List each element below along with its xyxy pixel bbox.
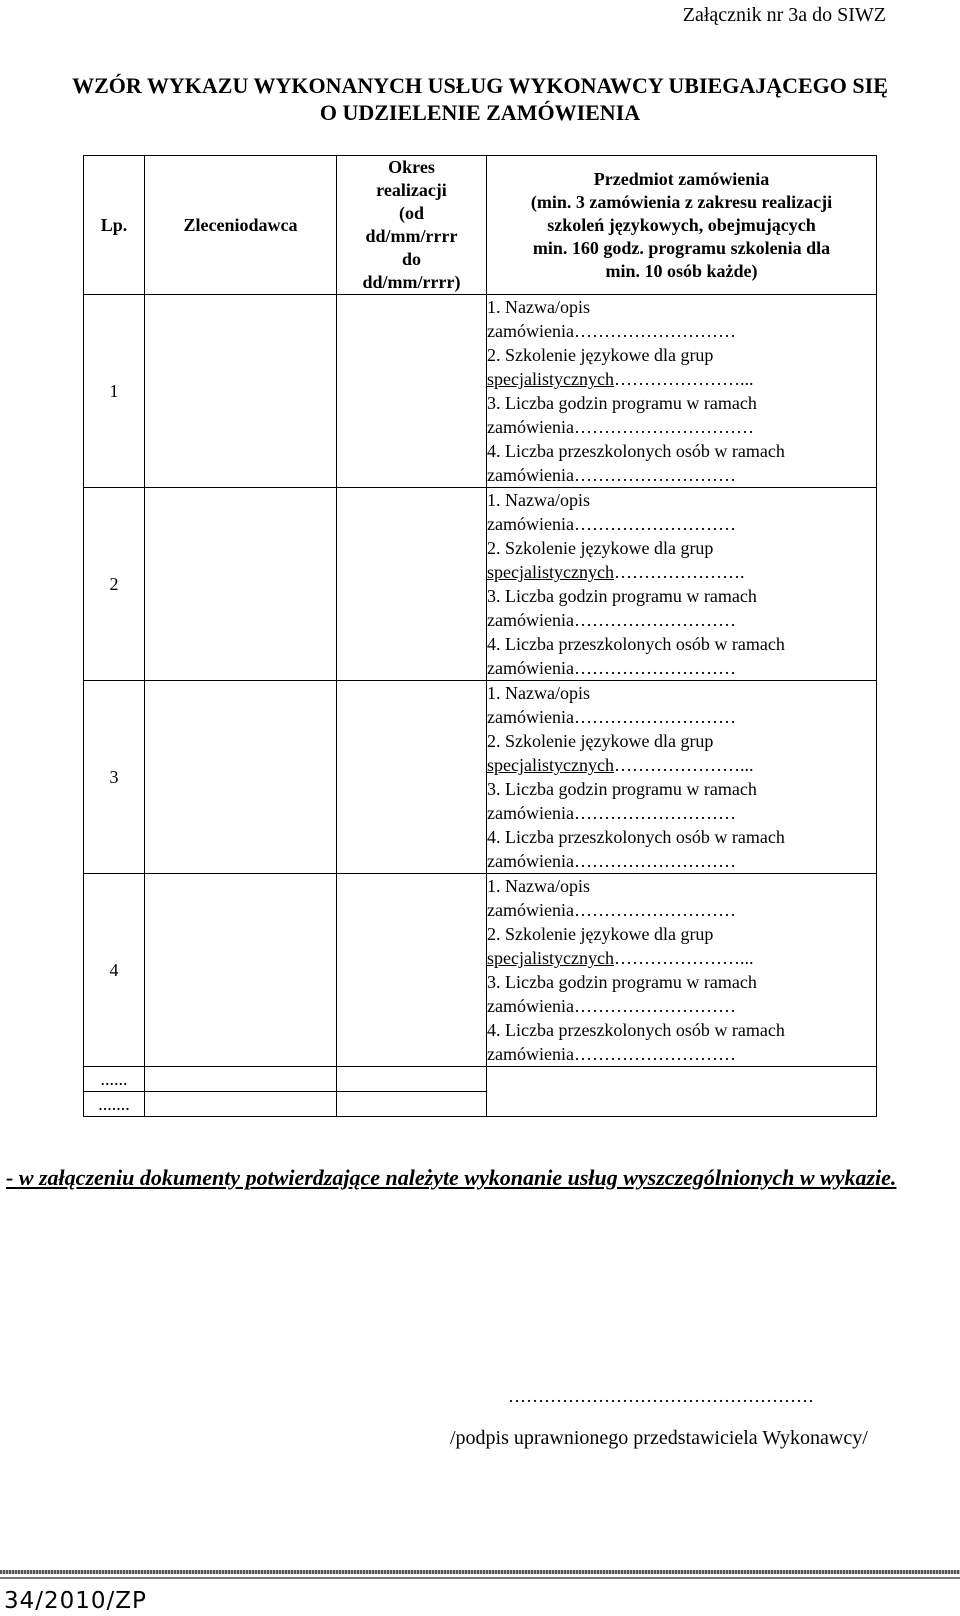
header-subject-line: min. 160 godz. programu szkolenia dla bbox=[532, 237, 831, 258]
extra-cell bbox=[487, 1067, 877, 1117]
description-line: zamówienia……………………… bbox=[487, 1044, 736, 1064]
extra-cell bbox=[337, 1067, 487, 1092]
description-cell bbox=[487, 295, 877, 488]
description-line: 4. Liczba przeszkolonych osób w ramach bbox=[487, 1020, 785, 1040]
description-line: zamówienia……………………… bbox=[487, 514, 736, 534]
row-number: 4 bbox=[84, 874, 145, 1067]
description-line: zamówienia……………………… bbox=[487, 851, 736, 871]
footer-rule bbox=[0, 1570, 960, 1574]
underlined-word: specjalistycznych bbox=[487, 755, 614, 775]
header-period-line: (od bbox=[398, 203, 424, 223]
row-number: 3 bbox=[84, 681, 145, 874]
table-row bbox=[84, 681, 877, 874]
description-cell bbox=[487, 874, 877, 1067]
document-title bbox=[0, 72, 960, 126]
description-line: zamówienia……………………… bbox=[487, 465, 736, 485]
title-line-1: WZÓR WYKAZU WYKONANYCH USŁUG WYKONAWCY UBIEGAJĄCEGO SIĘ bbox=[72, 73, 888, 98]
description-line: 2. Szkolenie językowe dla grup bbox=[487, 731, 714, 751]
period-cell bbox=[337, 681, 487, 874]
description-line: 1. Nazwa/opis bbox=[487, 490, 590, 510]
description-line bbox=[487, 560, 876, 584]
description-line bbox=[487, 753, 876, 777]
extra-cell bbox=[145, 1067, 337, 1092]
table-body bbox=[84, 295, 877, 1067]
header-subject bbox=[487, 156, 877, 295]
description-line: 4. Liczba przeszkolonych osób w ramach bbox=[487, 441, 785, 461]
client-cell bbox=[145, 488, 337, 681]
description-line: 1. Nazwa/opis bbox=[487, 683, 590, 703]
description-line: 3. Liczba godzin programu w ramach bbox=[487, 393, 757, 413]
services-table bbox=[83, 155, 877, 1117]
row-number: 1 bbox=[84, 295, 145, 488]
description-line: 4. Liczba przeszkolonych osób w ramach bbox=[487, 634, 785, 654]
description-line: zamówienia……………………… bbox=[487, 610, 736, 630]
description-line: 3. Liczba godzin programu w ramach bbox=[487, 972, 757, 992]
table-row-extra bbox=[84, 1067, 877, 1092]
header-period bbox=[337, 156, 487, 295]
header-subject-line: min. 10 osób każde) bbox=[605, 260, 758, 281]
description-line: zamówienia……………………… bbox=[487, 321, 736, 341]
underlined-word: specjalistycznych bbox=[487, 369, 614, 389]
header-subject-line: (min. 3 zamówienia z zakresu realizacji bbox=[530, 191, 833, 212]
extra-cell bbox=[337, 1092, 487, 1117]
description-line: 2. Szkolenie językowe dla grup bbox=[487, 345, 714, 365]
table-row bbox=[84, 874, 877, 1067]
header-period-line: dd/mm/rrrr) bbox=[362, 272, 461, 292]
period-cell bbox=[337, 295, 487, 488]
header-client: Zleceniodawca bbox=[145, 156, 337, 295]
description-line: 4. Liczba przeszkolonych osób w ramach bbox=[487, 827, 785, 847]
description-line: 3. Liczba godzin programu w ramach bbox=[487, 586, 757, 606]
underlined-word: specjalistycznych bbox=[487, 562, 614, 582]
header-subject-line: szkoleń językowych, obejmujących bbox=[547, 214, 816, 235]
header-period-line: do bbox=[401, 249, 421, 269]
header-period-line: Okres bbox=[388, 157, 435, 177]
header-period-line: realizacji bbox=[376, 180, 447, 200]
dots: …………………... bbox=[613, 755, 754, 775]
attachments-note: - w załączeniu dokumenty potwierdzające należyte wykonanie usług wyszczególnionych w wykazie. bbox=[6, 1165, 897, 1190]
description-line: 2. Szkolenie językowe dla grup bbox=[487, 538, 714, 558]
table-header-row bbox=[84, 156, 877, 295]
description-line bbox=[487, 367, 876, 391]
description-line: zamówienia………………………… bbox=[487, 417, 754, 437]
description-cell bbox=[487, 488, 877, 681]
extra-num-2: ....... bbox=[84, 1092, 145, 1117]
annex-label: Załącznik nr 3a do SIWZ bbox=[682, 4, 886, 26]
title-line-2: O UDZIELENIE ZAMÓWIENIA bbox=[319, 100, 641, 125]
period-cell bbox=[337, 488, 487, 681]
description-line: 2. Szkolenie językowe dla grup bbox=[487, 924, 714, 944]
row-number: 2 bbox=[84, 488, 145, 681]
footer-rule-thin bbox=[0, 1577, 960, 1579]
dots: …………………... bbox=[613, 948, 754, 968]
header-period-line: dd/mm/rrrr bbox=[365, 226, 458, 246]
header-subject-line: Przedmiot zamówienia bbox=[593, 168, 770, 189]
description-line bbox=[487, 946, 876, 970]
description-line: zamówienia……………………… bbox=[487, 996, 736, 1016]
signature-line: …………………………………………… bbox=[508, 1386, 814, 1406]
extra-num-1: ...... bbox=[84, 1067, 145, 1092]
description-line: 3. Liczba godzin programu w ramach bbox=[487, 779, 757, 799]
description-line: 1. Nazwa/opis bbox=[487, 297, 590, 317]
description-line: 1. Nazwa/opis bbox=[487, 876, 590, 896]
underlined-word: specjalistycznych bbox=[487, 948, 614, 968]
client-cell bbox=[145, 874, 337, 1067]
table-row bbox=[84, 488, 877, 681]
dots: …………………... bbox=[613, 369, 754, 389]
description-line: zamówienia……………………… bbox=[487, 707, 736, 727]
period-cell bbox=[337, 874, 487, 1067]
client-cell bbox=[145, 681, 337, 874]
client-cell bbox=[145, 295, 337, 488]
description-cell bbox=[487, 681, 877, 874]
description-line: zamówienia……………………… bbox=[487, 658, 736, 678]
description-line: zamówienia……………………… bbox=[487, 803, 736, 823]
header-lp: Lp. bbox=[84, 156, 145, 295]
extra-cell bbox=[145, 1092, 337, 1117]
footer-code: 34/2010/ZP bbox=[4, 1588, 147, 1614]
table-row bbox=[84, 295, 877, 488]
description-line: zamówienia……………………… bbox=[487, 900, 736, 920]
signature-label: /podpis uprawnionego przedstawiciela Wykonawcy/ bbox=[450, 1427, 868, 1449]
dots: …………………. bbox=[613, 562, 745, 582]
